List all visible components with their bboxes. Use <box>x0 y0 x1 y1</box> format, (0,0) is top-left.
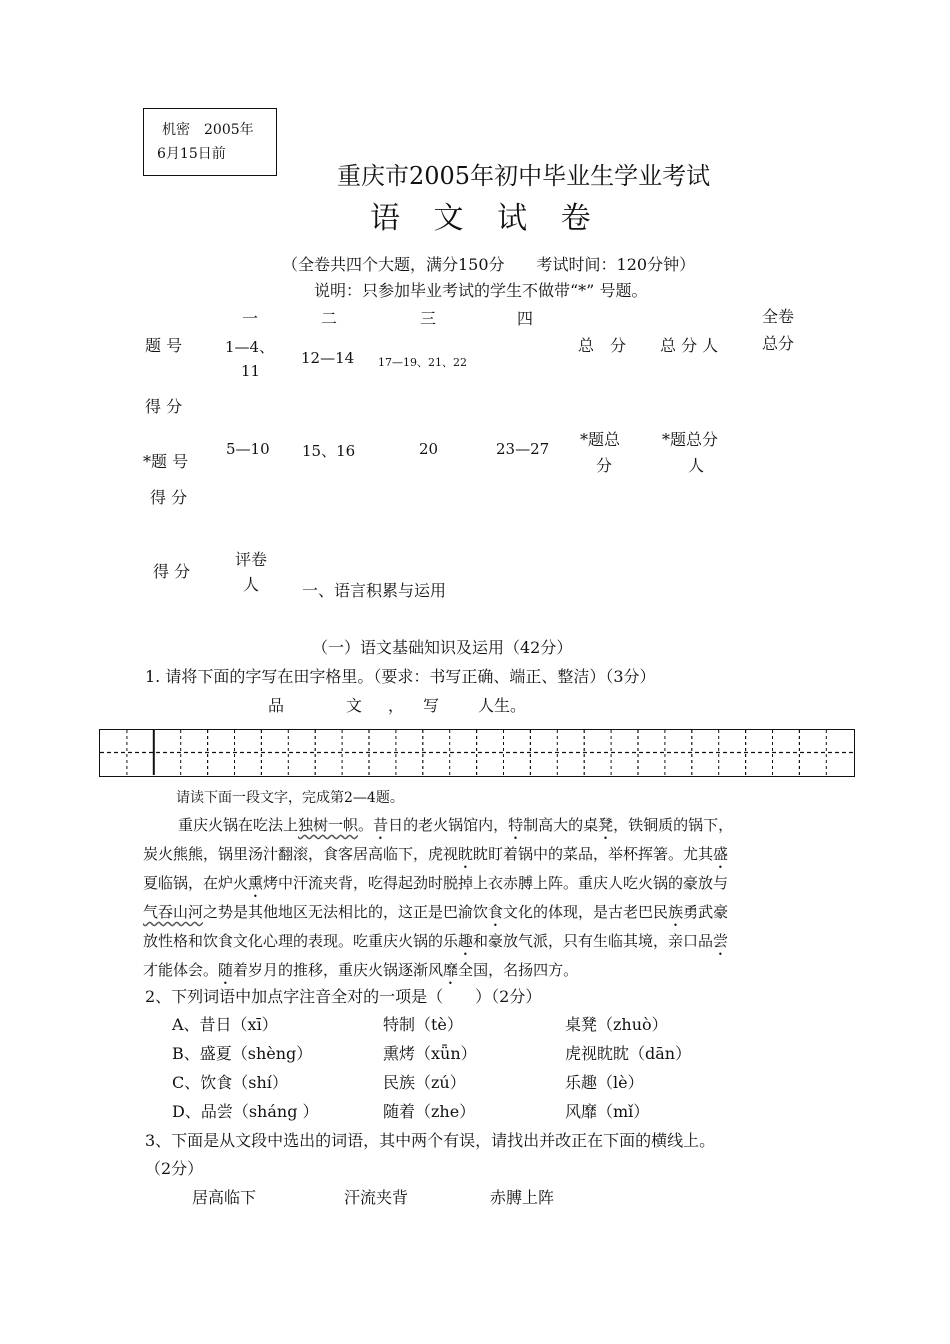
question-3-score: （2分） <box>145 1159 204 1178</box>
q1-char-2: 文 <box>346 696 363 715</box>
col-er-range: 12—14 <box>301 349 355 367</box>
grader-person-label-2: 人 <box>243 575 260 594</box>
question-1: 1. 请将下面的字写在田字格里。（要求：书写正确、端正、整洁）（3分） <box>145 667 656 686</box>
col-total-person: 总 分 人 <box>660 336 719 355</box>
passage-line-2: 炭火熊熊，锅里汤汁翻滚，食客居高临下，虎视眈眈盯着锅中的菜品，举杯挥箸。尤其盛 <box>143 845 729 863</box>
section-1-heading: 一、语言积累与运用 <box>302 581 447 600</box>
q2-option-d3: 风靡（mǐ） <box>565 1102 650 1121</box>
col-si-header: 四 <box>517 309 534 328</box>
row-label-star-question-number: *题 号 <box>143 452 189 471</box>
question-2: 2、下列词语中加点字注音全对的一项是（ ）（2分） <box>145 987 542 1006</box>
q3-word-2: 汗流夹背 <box>344 1188 409 1207</box>
passage-line-6: 才能体会。随着岁月的推移，重庆火锅逐渐风靡全国，名扬四方。 <box>143 961 579 979</box>
row-label-star-score: 得 分 <box>150 488 188 507</box>
star-col-2: 15、16 <box>302 442 356 460</box>
q1-char-3: ， <box>388 696 405 715</box>
q1-char-1: 品 <box>268 696 285 715</box>
star-col-1: 5—10 <box>226 440 270 458</box>
q2-option-c3: 乐趣（lè） <box>565 1073 644 1092</box>
passage-line-5: 放性格和饮食文化心理的表现。吃重庆火锅的乐趣和豪放气派，只有生临其境，亲口品尝 <box>143 932 729 950</box>
col-yi-header: 一 <box>242 309 259 328</box>
passage-intro: 请读下面一段文字，完成第2—4题。 <box>176 790 404 806</box>
tianzige-grid-lines <box>100 730 853 775</box>
q2-option-a3: 桌凳（zhuò） <box>565 1015 668 1034</box>
col-san-range: 17—19、21、22 <box>378 356 467 369</box>
grader-person-label-1: 评卷 <box>235 550 268 569</box>
q2-option-a1: A、昔日（xī） <box>172 1015 278 1034</box>
star-col-4: 23—27 <box>496 440 550 458</box>
q2-option-b2: 熏烤（xǖn） <box>383 1044 477 1063</box>
q3-word-3: 赤膊上阵 <box>490 1188 555 1207</box>
q1-char-4: 写 <box>423 696 440 715</box>
col-er-header: 二 <box>321 309 338 328</box>
star-col-5b: 分 <box>596 456 613 475</box>
q2-option-b1: B、盛夏（shèng） <box>172 1044 313 1063</box>
passage-line-1: 重庆火锅在吃法上独树一帜。昔日的老火锅馆内，特制高大的桌凳，铁铜质的锅下， <box>178 816 734 834</box>
col-full-total-1: 全卷 <box>762 307 795 326</box>
col-total: 总 分 <box>578 336 627 355</box>
q2-option-c1: C、饮食（shí） <box>172 1073 288 1092</box>
tianzige-grid[interactable] <box>99 729 855 777</box>
exam-subtitle: 语 文 试 卷 <box>370 201 603 236</box>
q2-option-b3: 虎视眈眈（dān） <box>565 1044 692 1063</box>
exam-note: 说明：只参加毕业考试的学生不做带“*” 号题。 <box>314 281 648 300</box>
confidential-line-2: 6月15日前 <box>157 146 226 162</box>
col-yi-range-2: 11 <box>241 362 261 380</box>
q2-option-d2: 随着（zhe） <box>383 1102 476 1121</box>
star-col-5a: *题总 <box>580 430 621 449</box>
row-label-score: 得 分 <box>145 397 183 416</box>
exam-title: 重庆市2005年初中毕业生学业考试 <box>337 162 711 190</box>
subsection-1-heading: （一）语文基础知识及运用（42分） <box>312 638 573 657</box>
q1-char-5: 人生。 <box>478 696 527 715</box>
q2-option-a2: 特制（tè） <box>383 1015 463 1034</box>
col-yi-range: 1—4、 <box>225 338 275 356</box>
col-san-header: 三 <box>420 309 437 328</box>
passage-line-4: 气吞山河之势是其他地区无法相比的，这正是巴渝饮食文化的体现，是古老巴民族勇武豪 <box>143 903 729 921</box>
confidential-box <box>143 108 277 176</box>
star-col-6a: *题总分 <box>662 430 719 449</box>
q2-option-d1: D、品尝（sháng ） <box>172 1102 319 1121</box>
confidential-line-1: 机密 2005年 <box>162 122 254 138</box>
exam-info: （全卷共四个大题，满分150分 考试时间：120分钟） <box>282 255 696 274</box>
passage-line-3: 夏临锅，在炉火熏烤中汗流夹背，吃得起劲时脱掉上衣赤膊上阵。重庆人吃火锅的豪放与 <box>143 874 729 892</box>
q2-option-c2: 民族（zú） <box>383 1073 466 1092</box>
grader-score-label: 得 分 <box>153 562 191 581</box>
col-full-total-2: 总分 <box>762 334 795 353</box>
row-label-question-number: 题 号 <box>145 336 183 355</box>
question-3: 3、下面是从文段中选出的词语，其中两个有误，请找出并改正在下面的横线上。 <box>145 1131 716 1150</box>
star-col-6b: 人 <box>688 456 705 475</box>
q3-word-1: 居高临下 <box>192 1188 257 1207</box>
star-col-3: 20 <box>419 440 439 458</box>
